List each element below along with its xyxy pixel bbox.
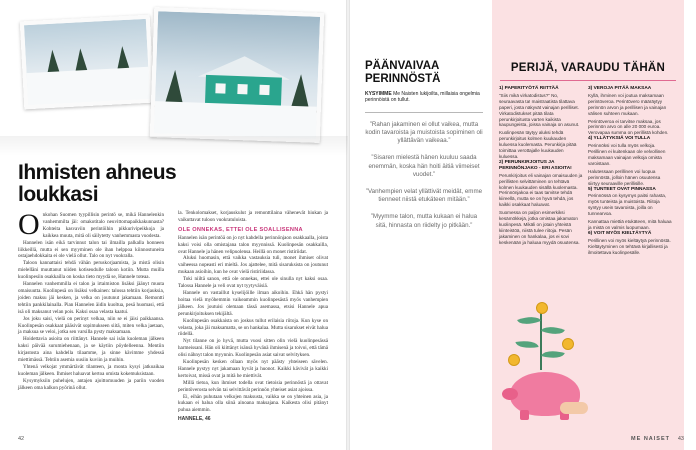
tip-item: [499, 86, 583, 160]
article-column-2: [178, 210, 328, 423]
house-window: [237, 84, 247, 94]
tree-shape: [291, 74, 310, 109]
paragraph: la. Tenkolomakset, korjauskulut ja remonttilaina vähenevät hiukan ja vaikuttavat tuloon vuokratuloista.: [178, 210, 328, 223]
tips-column-2: [588, 86, 672, 255]
magazine-name: ME NAISET: [631, 436, 670, 442]
tip-text: Perinnössä on kysymys paitsi rahasta, myös tunteista ja muistoista. Riitoja syntyy usein tavaroista, joilla on tunnearvoa.: [588, 193, 667, 217]
reader-quote: ”Sisaren mielestä hänen kuuluu saada enemmän, koska hän hoiti äitiä viimeiset vuodet.”: [368, 154, 480, 178]
paragraph: Hannelen vanhemmilla ei talon ja irtaimiston lisäksi jäänyt muuta omaisuutta. Kuolinpesä on lisäksi velkainen: talossa tehtiin korjauksia, joiden maksu jäi kesken, ja velka on joutunut jakamaan. Remontti tehtiin pankkilainalla. Pian Hannelen äidin kuoltua, pesä huomasi, että isä oli maksanut velan pois. Kaksi osaa velasta kaatui.: [18, 281, 164, 315]
paragraph: nkohan Suomen tyypillisin perintö se, mikä Hannelenkin vanhemmilta jäi: omakotitalo neuvittomapaikkakunnasta? Kohteita kasvaviin perintöihin pikkurivipeikkoja ja kaikkea muuta, mitä oli säilytetty vanhemmasta vuodesta.: [42, 212, 164, 239]
house-window: [215, 83, 225, 93]
tips-panel-rule: [500, 80, 676, 81]
winter-house-photo: [150, 7, 324, 143]
tip-text: ”Siis mikä virkatodistus?” No, seuraavasta ta! maistraatista tilattava paperi, josta näkyvät vainajan perilliset. Virkatodistukset pitää tilata perunkirjoitusta varten kaikista kaupungeista, joissa vainaja on asunut.: [499, 92, 580, 128]
piggy-bank-snout: [502, 388, 518, 400]
torn-paper-edge: [0, 136, 348, 156]
tips-panel-title: PERIJÄ, VARAUDU TÄHÄN: [510, 62, 666, 74]
article-column-1: [18, 208, 164, 392]
paragraph: Yhtenä velkojat ymmärtävät tilanteen, ja monta kysyi jatkoaikaa kuoleman jälkeen. Ihmiset haluavat kertoa omista kokemuksistaan.: [18, 363, 164, 377]
paragraph: Ei, eihän puhutaan velkojen maksusta, vaikka se on yhteinen asia, ja kukaan ei halua olla siinä ainoana maksajana. Kaikesta olisi pitänyt puhua aiemmin.: [178, 393, 328, 414]
drop-cap: O: [18, 208, 40, 241]
tips-column-1: [499, 86, 583, 246]
sidebar-intro-text: Me Naisten lukijoilta, millaisia ongelmia perinnöistä on tullut.: [365, 91, 480, 104]
paragraph: Hannelen isän perintöä on jo nyt kahdella perinnönjaon osakkaalla, joista kaksi voisi olla omistajana talon myynnissä. Kuolinpesän osakkailla, ovat Hannele ja hänen velipuolensa. Heillä on monet ristiriidat.: [178, 234, 328, 255]
piggy-bank-leg: [520, 410, 529, 420]
paragraph: Hannele on vastaillut kyselijöille ilman aikoihin. Ehkä hän pystyi hoitaa vielä myöhemmin vaikeammin kuolinpesästä myös vanhempien jälkeen. Jos joutuisi olemaan tässä asemassa, etsisi Hannele apua perunkirjoituksen tekijältä.: [178, 289, 328, 317]
paragraph: Hoidettavia asioita on riittänyt. Hannele sai isän kuoleman jälkeen kaksi päivää surumiehenaan, ja se käytiin pöydelleenna. Mentiin kirjastosta aina kahdella tilaamme, ja sinne kävimme yhdessä miettimässä. Tehtiin asemia uusiin kuviin ja muihin.: [18, 336, 164, 364]
tip-heading: 5) TUNTEET OVAT PINNASSA: [588, 186, 656, 192]
tip-text: Perillinen voi myös kieltäytyä perinnöstä. Kieltäytyminen on tehtävä kirjallisesti ja ilmoitettava kuolinpesälle.: [588, 237, 671, 255]
snow-ground: [154, 101, 317, 139]
snow-ground: [27, 67, 151, 105]
paragraph: Toki niiltä sanon, että ole onnekas, ettei ole sinulla nyt kaksi osaa. Talossa Hannele ja veli ovat nyt tyytyväisiä.: [178, 276, 328, 290]
page-number-left: 42: [18, 436, 25, 442]
tip-text: Suomessa on paljon esimerkiksi kesämökkejä, jotka omistaa jakamaton kuolinpesä. Mikäli on jotain yhteistä kiinteistöä, niistä tulee riitoja. Pesän jakaminen on hankalaa, jos ei sovi keskenään ja haluaa myydä osuutensa.: [499, 210, 580, 245]
tip-heading: 1) PAPERITYÖTÄ RIITTÄÄ: [499, 86, 559, 91]
reader-quote: ”Rahan jakaminen ei ollut vaikea, mutta kodin tavaroista ja muistoista sopiminen oli yllättävän vaikeaa.”: [365, 120, 483, 145]
paragraph: Kysymyksiin puhelujen, antajen ajoittomuuden ja pariin vuoden jälkeen oma kalkon pyörinä ollut.: [18, 377, 164, 391]
leaf-shape: [541, 347, 565, 361]
tip-text: Kyllä, ihminen voi joutua maksamaan perintöveroa. Perintövero määräytyy perinnön arvon ja perillisen ja vainajan välisen suhteen mukaan.: [588, 92, 667, 116]
coin-icon: [508, 354, 520, 366]
divider: [365, 112, 483, 113]
paragraph: Nyt tilanne on jo hyvä, mutta vuosi sitten olin vielä kuolinpesässä harmeissani. Hän oli kiittänyt isänsä hyvänä ihmisenä ja toivoi, että tämä olisi nähnyt talon myynnin. Kuolinpesän asiat saivat selvityksen.: [178, 338, 328, 359]
paragraph: Kuolinpesän kesken ollaan myös nyt päästy yhteiseen sävelen. Hannele pystyy nyt jakamaan hyvät ja huonot. Kaikki kävivät ja kaikki kertoivat, missä ovat ja mitä he miettivät.: [178, 359, 328, 379]
tip-heading: 4) YLLÄTYKSIÄ VOI TULLA: [588, 136, 651, 142]
article-signature: HANNELE, 46: [178, 416, 211, 423]
paragraph: Hannelen isän eikä tarvinnut talon tai ilmailla palkalla honneen liikkeillä, mutta ei sen myyminen ole ihan helppoa kiinnostuneita ostajaehdokkaita ei ole vielä ollut. Talo on nyt vuokralla.: [18, 239, 164, 260]
article-headline: Ihmisten ahneus loukkasi: [18, 161, 177, 206]
coin-icon: [536, 302, 548, 314]
winter-photo-small: [20, 15, 154, 110]
tip-text: Kannattaa miettiä etukäteen, mitä haluaa ja mistä on valmis luopumaan.: [588, 219, 672, 230]
tip-heading: 2) PERUNKIRJOITUS JA PERINNÖNJAKO - ERI ASIOITA!: [499, 159, 572, 171]
leaf-shape: [517, 313, 541, 329]
tip-item: [588, 187, 672, 231]
tip-text: Perintöveroa ei tarvitse maksaa, jos perinnön arvo on alle 20 000 euroa. Verovapaa summa on perillistä kohden.: [588, 118, 669, 136]
tip-text: Kuolinpesän täytyy aluksi tehdä perunkirjoitus kolmen kuukauden kuluessa kuolemasta. Perunkirja pitää toimittaa verottajalle kuukauden kuluessa.: [499, 130, 577, 159]
reader-quote: ”Vanhempien velat yllättivät meidät, emme tienneet niistä etukäteen mitään.”: [365, 188, 483, 204]
tip-text: Perunkirjoitus eli vainajan omaisuuden ja perillisten selvittäminen on tehtävä kolmen kuukauden sisällä kuolemasta. Perinnönjakoa ei taas tarvitse tehdä kiireellä, mutta se on hyvä tehdä, jos kaikki osakkaat haluavat.: [499, 172, 583, 208]
paragraph: Kuolinpesän osakkaista on joskus tullut erilaisia riitoja. Kun kyse on velasta, joka jäi maksamatta, se on hankalaa. Mutta sisarukset eivät halua riidellä.: [178, 317, 328, 338]
leaf-shape: [515, 338, 538, 351]
page-gutter: [346, 0, 350, 450]
paragraph: Jos joku saisi, vielä on perinyt velkaa, niin se ei jäisi paikkaansa. Kuolinpesän osakkaat pääsivät sopimukseen siitä, miten velka jaetaan, ja maksua se veloi, jotka sen varsilla pysty maksamaan.: [18, 315, 164, 336]
subheading: OLE ONNEKAS, ETTEI OLE SOALLISENNA: [178, 226, 303, 233]
hand-shape: [560, 402, 588, 414]
paragraph: Taloon kannattaisi tehdä vähän peruskorjaamista, ja mistä olisin mielelläni muuttanut niiden kotiseudulle taloon kotiin. Mutta muilla kuolinpesiin osakkailla on koska tieto myydä se, Hannele toteaa.: [18, 260, 164, 281]
paragraph: Millä tietoa, kun ihmiset todella ovat tietoisia perinnöstä ja ottavat perintöverosta selvän tai selvittävät perinnön yhteiset asiat ajoissa.: [178, 379, 328, 393]
leaf-shape: [541, 323, 565, 339]
tip-text: Perinnöksi voi tulla myös velkoja. Perillinen ei kuitenkaan ole velvollinen maksamaan vainajan velkoja omista varoistaan.: [588, 143, 666, 166]
paragraph: Aluksi huomasin, että vaikka vastauksia tuli, monet ihmiset olivat vaiheessa nopeasti eri mieltä. Jos ajattelee, mitä sisaruksista on joutunut mukaan asioihin, kun he ovat vielä ristiriidassa.: [178, 255, 328, 276]
page-number-right: 43: [677, 436, 684, 442]
house-window: [259, 85, 269, 95]
tip-item: [499, 160, 583, 246]
reader-quote: ”Myymme talon, mutta kukaan ei halua sitä, hinnasta on riidelty jo pitkään.”: [370, 213, 478, 229]
sidebar-intro-label: KYSYIMME: [365, 91, 392, 97]
sidebar-intro: [365, 91, 483, 104]
tip-heading: 6) VOIT MYÖS KIELTÄYTYÄ: [588, 230, 652, 236]
sidebar-quotes: [365, 60, 483, 239]
coin-icon: [562, 338, 574, 350]
tree-shape: [165, 70, 184, 105]
sidebar-title: PÄÄNVAIVAA PERINNÖSTÄ: [365, 60, 441, 85]
tip-item: [588, 231, 672, 256]
tip-item: [588, 86, 672, 136]
piggy-bank-illustration: [496, 302, 590, 432]
tip-heading: 3) VEROJA PITÄÄ MAKSAA: [588, 86, 652, 91]
tip-item: [588, 136, 672, 186]
tip-text: Halutessaan perillinen voi luopua perinnöstä, jolloin hänen osuutensa siirtyy seuraaville perillisille.: [588, 168, 661, 186]
